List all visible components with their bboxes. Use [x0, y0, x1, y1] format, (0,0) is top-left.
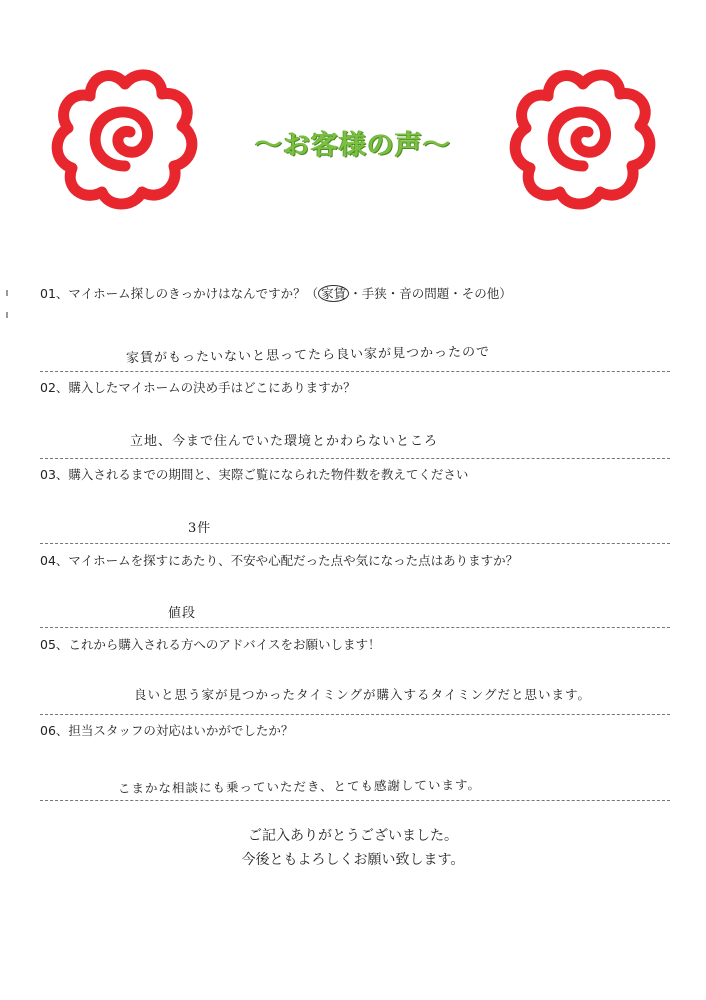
answer-line — [40, 714, 670, 715]
answer-2: 立地、今まで住んでいた環境とかわらないところ — [130, 434, 439, 449]
answer-5: 良いと思う家が見つかったタイミングが購入するタイミングだと思います。 — [134, 687, 592, 702]
question-2: 02、購入したマイホームの決め手はどこにありますか？ — [40, 380, 356, 395]
question-1-suffix: ・手狭・音の問題・その他） — [349, 286, 512, 301]
question-1 — [40, 284, 512, 302]
answer-line — [40, 800, 670, 801]
scan-edge-mark — [6, 290, 8, 296]
question-3: 03、購入されるまでの期間と、実際ご覧になられた物件数を教えてください — [40, 467, 469, 482]
answer-1: 家賃がもったいないと思ってたら良い家が見つかったので — [125, 344, 491, 367]
question-1-prefix: 01、マイホーム探しのきっかけはなんですか？（ — [40, 286, 319, 301]
page-title: ～お客様の声～ — [255, 130, 451, 161]
answer-line — [40, 371, 670, 372]
answer-4: 値段 — [168, 606, 197, 621]
scan-edge-mark — [6, 312, 8, 318]
answer-6: こまかな相談にも乗っていただき、とても感謝しています。 — [117, 777, 482, 796]
answer-line — [40, 627, 670, 628]
closing-regards: 今後ともよろしくお願い致します。 — [241, 852, 465, 868]
closing-thanks: ご記入ありがとうございました。 — [248, 828, 458, 844]
question-4: 04、マイホームを探すにあたり、不安や心配だった点や気になった点はありますか？ — [40, 553, 519, 568]
answer-3: 3件 — [188, 521, 212, 536]
answer-line — [40, 543, 670, 544]
answer-line — [40, 458, 670, 459]
question-5: 05、これから購入される方へのアドバイスをお願いします！ — [40, 637, 381, 652]
question-6: 06、担当スタッフの対応はいかがでしたか？ — [40, 723, 294, 738]
question-1-circled-option: 家賃 — [318, 285, 349, 302]
